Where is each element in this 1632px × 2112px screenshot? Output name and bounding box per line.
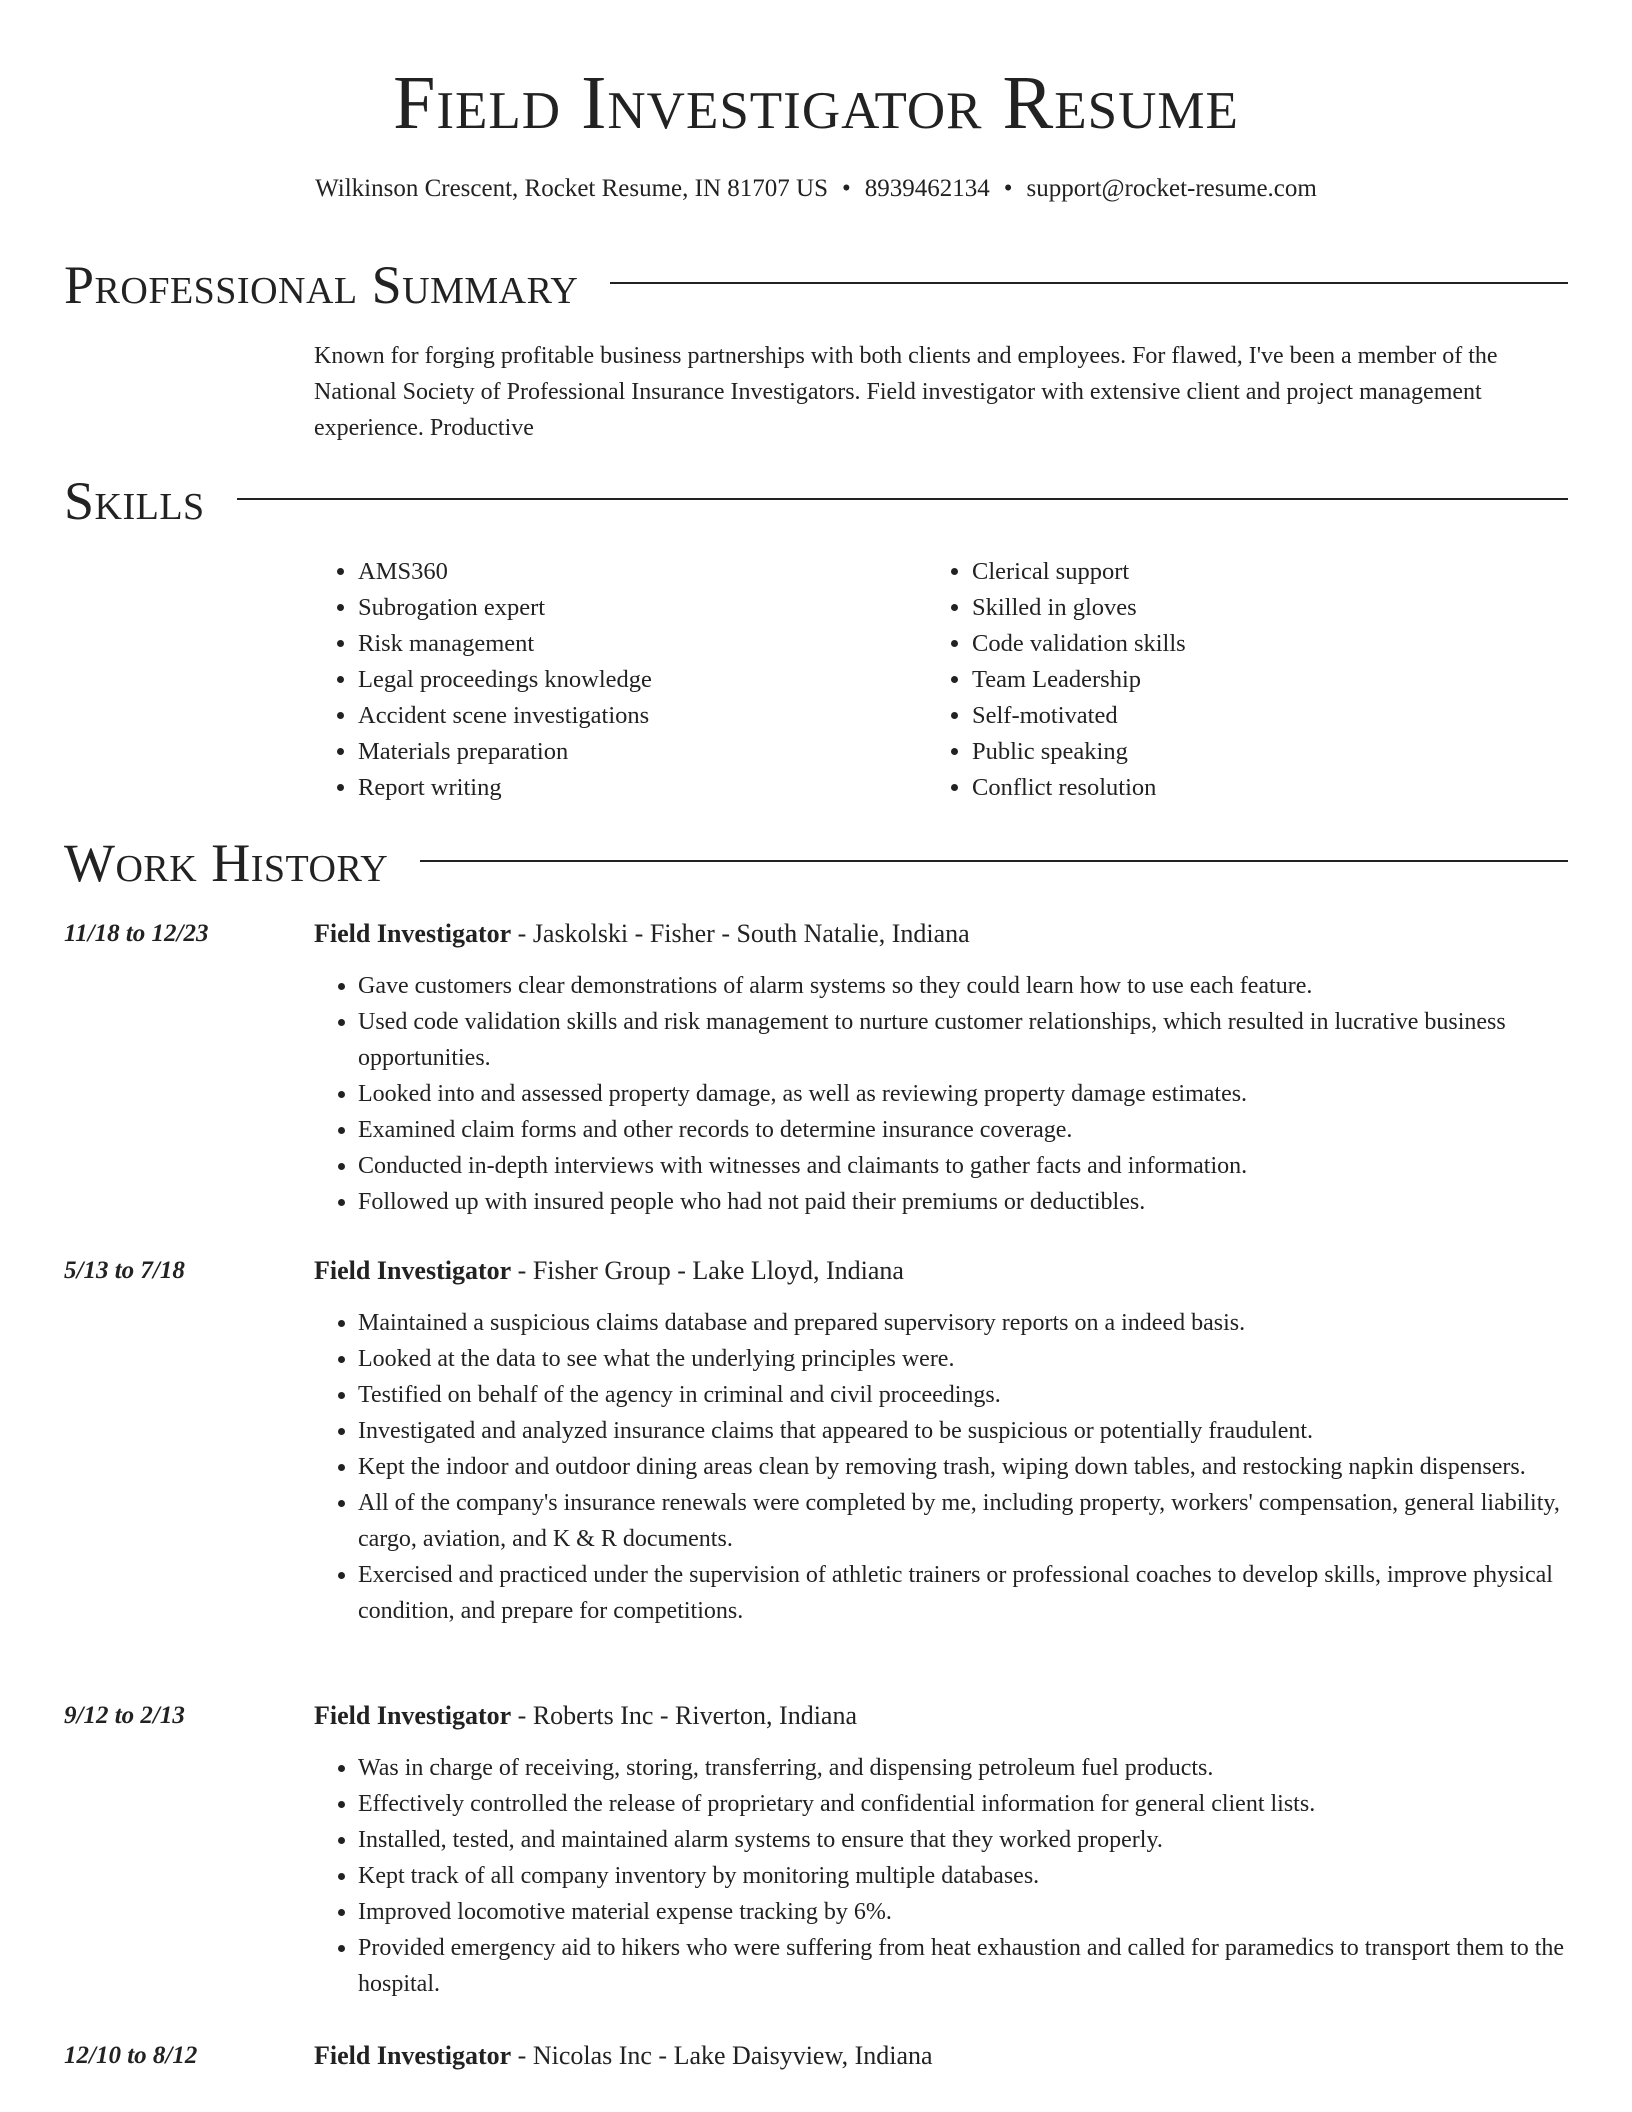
contact-address: Wilkinson Crescent, Rocket Resume, IN 81707 US [315,175,828,202]
job-bullets [314,1750,1624,2002]
summary-section-header [64,252,1568,318]
contact-line [0,172,1632,206]
job-role: Field Investigator [314,2041,512,2070]
job-employer: - Fisher Group - Lake Lloyd, Indiana [511,1256,904,1285]
job-dates: 11/18 to 12/23 [64,920,209,947]
skill-item: • Materials preparation [358,734,918,770]
job-employer: - Nicolas Inc - Lake Daisyview, Indiana [511,2041,933,2070]
job-bullet: • Looked into and assessed property damage, as well as reviewing property damage estimates. [358,1076,1624,1112]
job-bullets [314,1305,1624,1629]
job-employer: - Jaskolski - Fisher - South Natalie, Indiana [511,919,970,948]
job-bullet: • All of the company's insurance renewals were completed by me, including property, workers' compensation, general liability, cargo, aviation, and K & R documents. [358,1485,1624,1557]
skill-item: • Self-motivated [972,698,1572,734]
skill-item: • Clerical support [972,554,1572,590]
job-role: Field Investigator [314,1701,512,1730]
job-bullet: • Followed up with insured people who had not paid their premiums or deductibles. [358,1184,1624,1220]
job-role: Field Investigator [314,919,512,948]
skill-item: • Report writing [358,770,918,806]
skills-list-left [314,554,918,806]
job-bullet: • Kept track of all company inventory by monitoring multiple databases. [358,1858,1624,1894]
job-title-line [314,1698,857,1734]
job-bullet: • Provided emergency aid to hikers who were suffering from heat exhaustion and called for paramedics to transport them to the hospital. [358,1930,1624,2002]
job-bullet: • Was in charge of receiving, storing, transferring, and dispensing petroleum fuel products. [358,1750,1624,1786]
job-bullet: • Investigated and analyzed insurance claims that appeared to be suspicious or potentially fraudulent. [358,1413,1624,1449]
skill-item: • Code validation skills [972,626,1572,662]
skill-item: • Team Leadership [972,662,1572,698]
job-dates: 5/13 to 7/18 [64,1257,185,1284]
job-title-line [314,1253,904,1289]
skill-item: • AMS360 [358,554,918,590]
contact-separator: • [1003,175,1013,202]
resume-title: Field Investigator Resume [393,61,1239,145]
job-bullet: • Kept the indoor and outdoor dining areas clean by removing trash, wiping down tables, and restocking napkin dispensers. [358,1449,1624,1485]
work-section-header [64,830,1568,896]
skills-list-right [928,554,1572,806]
job-dates: 12/10 to 8/12 [64,2042,198,2069]
section-divider [420,860,1568,862]
job-bullet: • Installed, tested, and maintained alarm systems to ensure that they worked properly. [358,1822,1624,1858]
job-bullets [314,968,1624,1220]
summary-heading: Professional Summary [64,255,579,315]
job-bullet: • Improved locomotive material expense tracking by 6%. [358,1894,1624,1930]
job-bullet: • Gave customers clear demonstrations of alarm systems so they could learn how to use each feature. [358,968,1624,1004]
job-bullet: • Looked at the data to see what the underlying principles were. [358,1341,1624,1377]
job-bullet: • Used code validation skills and risk management to nurture customer relationships, which resulted in lucrative business opportunities. [358,1004,1624,1076]
skills-heading: Skills [64,471,205,531]
job-role: Field Investigator [314,1256,512,1285]
work-heading: Work History [64,833,389,893]
job-dates: 9/12 to 2/13 [64,1702,185,1729]
skill-item: • Subrogation expert [358,590,918,626]
job-bullet: • Conducted in-depth interviews with witnesses and claimants to gather facts and information. [358,1148,1624,1184]
job-title-line [314,916,970,952]
skill-item: • Accident scene investigations [358,698,918,734]
job-bullet: • Testified on behalf of the agency in criminal and civil proceedings. [358,1377,1624,1413]
skill-item: • Skilled in gloves [972,590,1572,626]
skills-section-header [64,468,1568,534]
contact-separator: • [842,175,851,202]
section-divider [610,282,1568,284]
skill-item: • Conflict resolution [972,770,1572,806]
job-bullet: • Exercised and practiced under the supervision of athletic trainers or professional coaches to develop skills, improve physical condition, and prepare for competitions. [358,1557,1624,1629]
job-employer: - Roberts Inc - Riverton, Indiana [511,1701,858,1730]
job-bullet: • Maintained a suspicious claims database and prepared supervisory reports on a indeed basis. [358,1305,1624,1341]
job-title-line [314,2038,933,2074]
section-divider [237,498,1568,500]
skill-item: • Risk management [358,626,918,662]
skill-item: • Public speaking [972,734,1572,770]
skill-item: • Legal proceedings knowledge [358,662,918,698]
summary-text: Known for forging profitable business partnerships with both clients and employees. For flawed, I've been a member of the National Society of Professional Insurance Investigators. Field investigator with extensive client and project management experience. Productive [314,343,1498,441]
contact-phone: 8939462134 [864,175,990,202]
job-bullet: • Effectively controlled the release of proprietary and confidential information for general client lists. [358,1786,1624,1822]
contact-email: support@rocket-resume.com [1026,175,1317,202]
job-bullet: • Examined claim forms and other records to determine insurance coverage. [358,1112,1624,1148]
